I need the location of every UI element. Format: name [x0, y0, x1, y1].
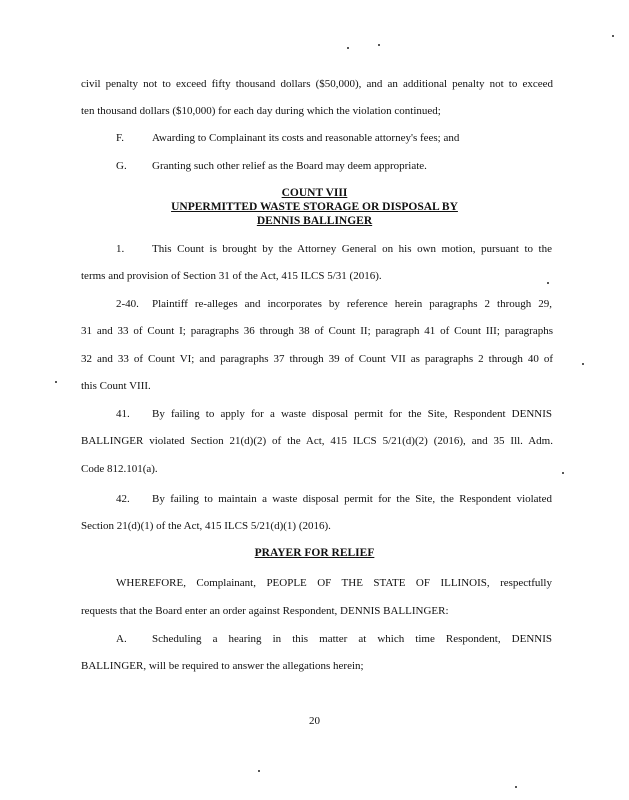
count-heading: DENNIS BALLINGER: [256, 215, 373, 227]
page-number: 20: [309, 715, 320, 727]
scan-speck: [562, 472, 564, 474]
paragraph-line: Section 21(d)(1) of the Act, 415 ILCS 5/21(d)(1) (2016).: [81, 520, 331, 532]
list-item-letter: A.: [116, 633, 127, 645]
paragraph-line: Plaintiff re-alleges and incorporates by reference herein paragraphs 2 through 29,: [152, 298, 552, 310]
list-item-text: BALLINGER, will be required to answer the allegations herein;: [81, 660, 364, 672]
paragraph-line: Code 812.101(a).: [81, 463, 158, 475]
paragraph-number: 42.: [116, 493, 130, 505]
continuation-line: civil penalty not to exceed fifty thousand dollars ($50,000), and an additional penalty not to exceed: [81, 78, 553, 90]
scan-speck: [55, 381, 57, 383]
scan-speck: [378, 44, 380, 46]
paragraph-line: this Count VIII.: [81, 380, 151, 392]
continuation-line: ten thousand dollars ($10,000) for each day during which the violation continued;: [81, 105, 441, 117]
list-item-text: Awarding to Complainant its costs and reasonable attorney's fees; and: [152, 132, 460, 144]
list-item-text: Granting such other relief as the Board may deem appropriate.: [152, 160, 427, 172]
paragraph-number: 2-40.: [116, 298, 139, 310]
paragraph-number: 41.: [116, 408, 130, 420]
list-item-text: Scheduling a hearing in this matter at which time Respondent, DENNIS: [152, 633, 552, 645]
paragraph-line: 31 and 33 of Count I; paragraphs 36 through 38 of Count II; paragraph 41 of Count III; paragraphs: [81, 325, 553, 337]
paragraph-line: By failing to apply for a waste disposal permit for the Site, Respondent DENNIS: [152, 408, 552, 420]
scan-speck: [612, 35, 614, 37]
prayer-line: WHEREFORE, Complainant, PEOPLE OF THE STATE OF ILLINOIS, respectfully: [116, 577, 552, 589]
paragraph-line: terms and provision of Section 31 of the Act, 415 ILCS 5/31 (2016).: [81, 270, 382, 282]
paragraph-number: 1.: [116, 243, 125, 255]
paragraph-line: 32 and 33 of Count VI; and paragraphs 37 through 39 of Count VII as paragraphs 2 through 40 of: [81, 353, 553, 365]
paragraph-line: By failing to maintain a waste disposal permit for the Site, the Respondent violated: [152, 493, 552, 505]
scan-speck: [258, 770, 260, 772]
prayer-heading: PRAYER FOR RELIEF: [254, 547, 375, 559]
paragraph-line: This Count is brought by the Attorney General on his own motion, pursuant to the: [152, 243, 552, 255]
scan-speck: [347, 47, 349, 49]
list-item-letter: F.: [116, 132, 124, 144]
scan-speck: [582, 363, 584, 365]
list-item-letter: G.: [116, 160, 127, 172]
count-heading: COUNT VIII: [281, 187, 348, 199]
scan-speck: [515, 786, 517, 788]
paragraph-line: BALLINGER violated Section 21(d)(2) of the Act, 415 ILCS 5/21(d)(2) (2016), and 35 Ill. Adm.: [81, 435, 553, 447]
count-heading: UNPERMITTED WASTE STORAGE OR DISPOSAL BY: [171, 201, 458, 213]
prayer-line: requests that the Board enter an order against Respondent, DENNIS BALLINGER:: [81, 605, 449, 617]
